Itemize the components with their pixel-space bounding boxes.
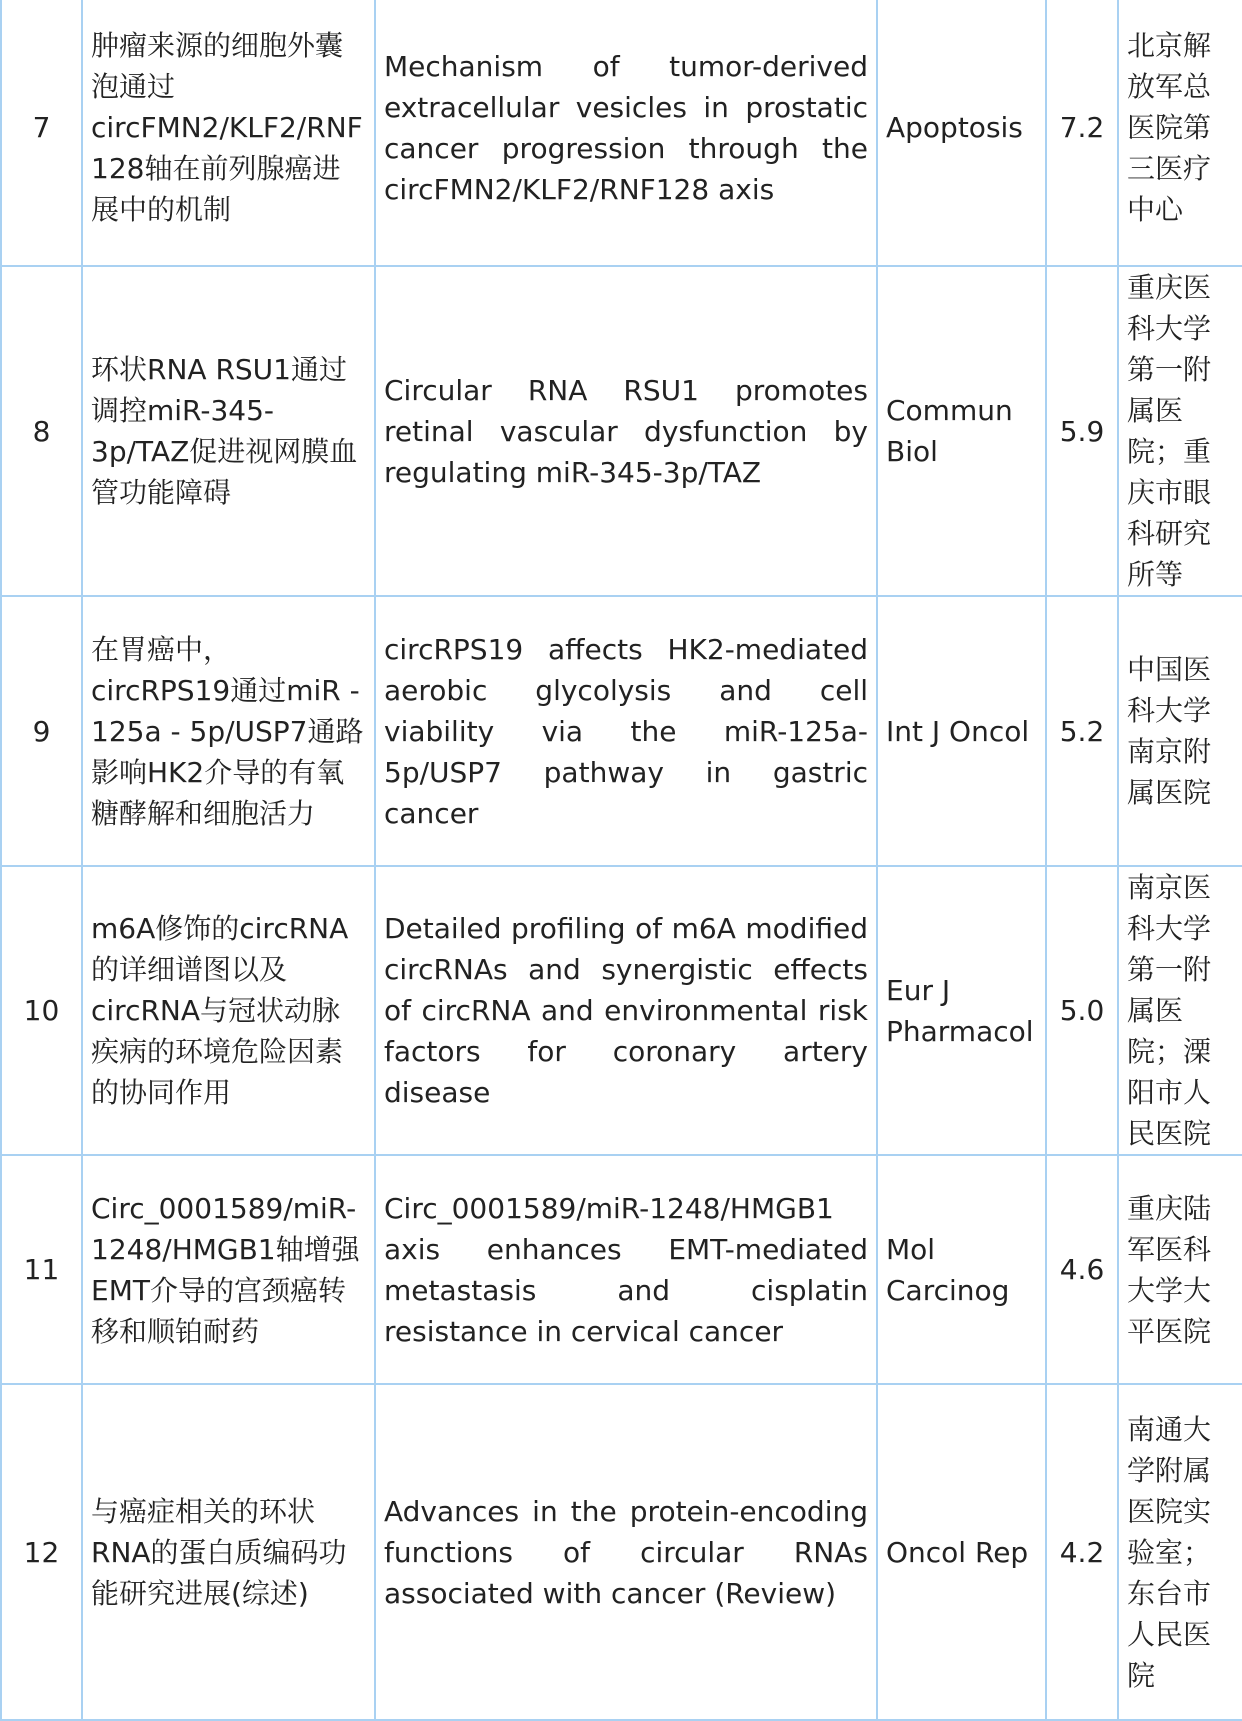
institution: 重庆陆军医科大学大平医院 [1118, 1155, 1242, 1384]
impact-factor: 5.2 [1046, 596, 1118, 866]
chinese-title: Circ_0001589/miR-1248/HMGB1轴增强EMT介导的宫颈癌转移和顺铂耐药 [82, 1155, 375, 1384]
institution: 重庆医科大学第一附属医院；重庆市眼科研究所等 [1118, 266, 1242, 596]
table-row [1, 866, 1242, 1155]
table-row [1, 266, 1242, 596]
english-title: Circ_0001589/miR-1248/HMGB1 axis enhances EMT-mediated metastasis and cisplatin resistance in cervical cancer [375, 1155, 877, 1384]
impact-factor: 5.9 [1046, 266, 1118, 596]
journal-name: Apoptosis [877, 0, 1046, 266]
institution: 中国医科大学南京附属医院 [1118, 596, 1242, 866]
row-index: 7 [1, 0, 82, 266]
row-index: 8 [1, 266, 82, 596]
english-title: Mechanism of tumor-derived extracellular vesicles in prostatic cancer progression through the circFMN2/KLF2/RNF128 axis [375, 0, 877, 266]
journal-name: Int J Oncol [877, 596, 1046, 866]
impact-factor: 7.2 [1046, 0, 1118, 266]
journal-name: Oncol Rep [877, 1384, 1046, 1720]
chinese-title: 环状RNA RSU1通过调控miR-345-3p/TAZ促进视网膜血管功能障碍 [82, 266, 375, 596]
row-index: 12 [1, 1384, 82, 1720]
journal-name: Commun Biol [877, 266, 1046, 596]
table-row [1, 1384, 1242, 1720]
row-index: 9 [1, 596, 82, 866]
journal-name: Eur J Pharmacol [877, 866, 1046, 1155]
chinese-title: 在胃癌中，circRPS19通过miR - 125a - 5p/USP7通路影响HK2介导的有氧糖酵解和细胞活力 [82, 596, 375, 866]
impact-factor: 5.0 [1046, 866, 1118, 1155]
english-title: Circular RNA RSU1 promotes retinal vascular dysfunction by regulating miR-345-3p/TAZ [375, 266, 877, 596]
table-row [1, 1155, 1242, 1384]
english-title: Advances in the protein-encoding functions of circular RNAs associated with cancer (Review) [375, 1384, 877, 1720]
impact-factor: 4.2 [1046, 1384, 1118, 1720]
english-title: circRPS19 affects HK2-mediated aerobic glycolysis and cell viability via the miR-125a-5p/USP7 pathway in gastric cancer [375, 596, 877, 866]
table-row [1, 596, 1242, 866]
table-row [1, 0, 1242, 266]
row-index: 11 [1, 1155, 82, 1384]
institution: 南京医科大学第一附属医院；溧阳市人民医院 [1118, 866, 1242, 1155]
institution: 北京解放军总医院第三医疗中心 [1118, 0, 1242, 266]
english-title: Detailed profiling of m6A modified circRNAs and synergistic effects of circRNA and environmental risk factors for coronary artery disease [375, 866, 877, 1155]
journal-name: Mol Carcinog [877, 1155, 1046, 1384]
chinese-title: 与癌症相关的环状RNA的蛋白质编码功能研究进展(综述) [82, 1384, 375, 1720]
chinese-title: m6A修饰的circRNA的详细谱图以及circRNA与冠状动脉疾病的环境危险因素的协同作用 [82, 866, 375, 1155]
chinese-title: 肿瘤来源的细胞外囊泡通过circFMN2/KLF2/RNF128轴在前列腺癌进展中的机制 [82, 0, 375, 266]
institution: 南通大学附属医院实验室；东台市人民医院 [1118, 1384, 1242, 1720]
impact-factor: 4.6 [1046, 1155, 1118, 1384]
row-index: 10 [1, 866, 82, 1155]
